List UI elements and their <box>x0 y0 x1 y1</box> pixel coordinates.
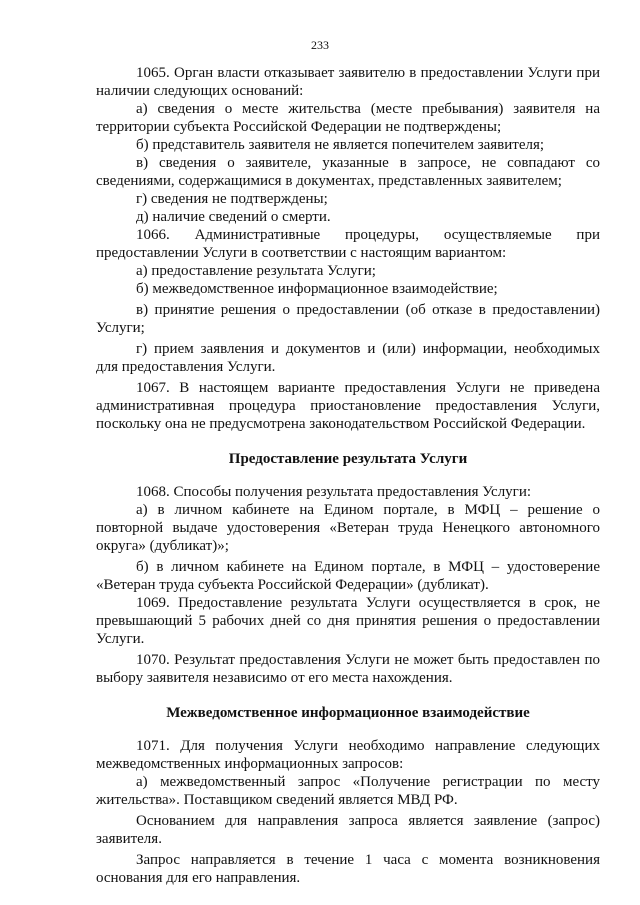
list-item-1065-d: г) сведения не подтверждены; <box>136 191 328 207</box>
section-interagency <box>96 737 600 887</box>
list-item-1066-a: а) предоставление результата Услуги; <box>136 263 376 279</box>
section-heading-result: Предоставление результата Услуги <box>228 451 468 467</box>
list-item-1066-c: в) принятие решения о предоставлении (об отказе в предоставлении) Услуги; <box>96 302 600 336</box>
list-item-1065-e: д) наличие сведений о смерти. <box>136 209 331 225</box>
paragraph-1065: 1065. Орган власти отказывает заявителю в предоставлении Услуги при наличии следующих оснований: <box>96 65 600 99</box>
list-item-1065-c: в) сведения о заявителе, указанные в запросе, не совпадают со сведениями, содержащимися в документах, представленных заявителем; <box>96 155 600 189</box>
list-item-1068-b: б) в личном кабинете на Едином портале, в МФЦ – удостоверение «Ветеран труда субъекта Российской Федерации» (дубликат). <box>96 559 600 593</box>
page-number: 233 <box>311 38 329 52</box>
section-result <box>96 483 600 687</box>
paragraph-request-basis: Основанием для направления запроса является заявление (запрос) заявителя. <box>96 813 600 847</box>
paragraph-1068: 1068. Способы получения результата предоставления Услуги: <box>136 484 532 500</box>
paragraph-1071: 1071. Для получения Услуги необходимо направление следующих межведомственных информационных запросов: <box>96 738 600 772</box>
paragraph-request-timing: Запрос направляется в течение 1 часа с момента возникновения основания для его направления. <box>96 852 600 886</box>
document-body <box>96 64 600 887</box>
list-item-1065-b: б) представитель заявителя не является попечителем заявителя; <box>136 137 545 153</box>
list-item-1066-b: б) межведомственное информационное взаимодействие; <box>136 281 498 297</box>
section-heading-interagency: Межведомственное информационное взаимодействие <box>166 705 530 721</box>
paragraph-1066: 1066. Административные процедуры, осуществляемые при предоставлении Услуги в соответствии с настоящим вариантом: <box>96 227 600 261</box>
paragraph-1067: 1067. В настоящем варианте предоставления Услуги не приведена административная процедура приостановление предоставления Услуги, поскольку она не предусмотрена законодательством Российской Федерации. <box>96 380 600 432</box>
list-item-1066-d: г) прием заявления и документов и (или) информации, необходимых для предоставления Услуги. <box>96 341 600 375</box>
paragraph-1069: 1069. Предоставление результата Услуги осуществляется в срок, не превышающий 5 рабочих дней со дня принятия решения о предоставлении Услуги. <box>96 595 600 647</box>
paragraph-1070: 1070. Результат предоставления Услуги не может быть предоставлен по выбору заявителя независимо от его места нахождения. <box>96 652 600 686</box>
list-item-1071-a: а) межведомственный запрос «Получение регистрации по месту жительства». Поставщиком сведений является МВД РФ. <box>96 774 600 808</box>
list-item-1068-a: а) в личном кабинете на Едином портале, в МФЦ – решение о повторной выдаче удостоверения «Ветеран труда Ненецкого автономного округа» (дубликат)»; <box>96 502 600 554</box>
section-refusal-grounds <box>96 64 600 433</box>
list-item-1065-a: а) сведения о месте жительства (месте пребывания) заявителя на территории субъекта Российской Федерации не подтверждены; <box>96 101 600 135</box>
